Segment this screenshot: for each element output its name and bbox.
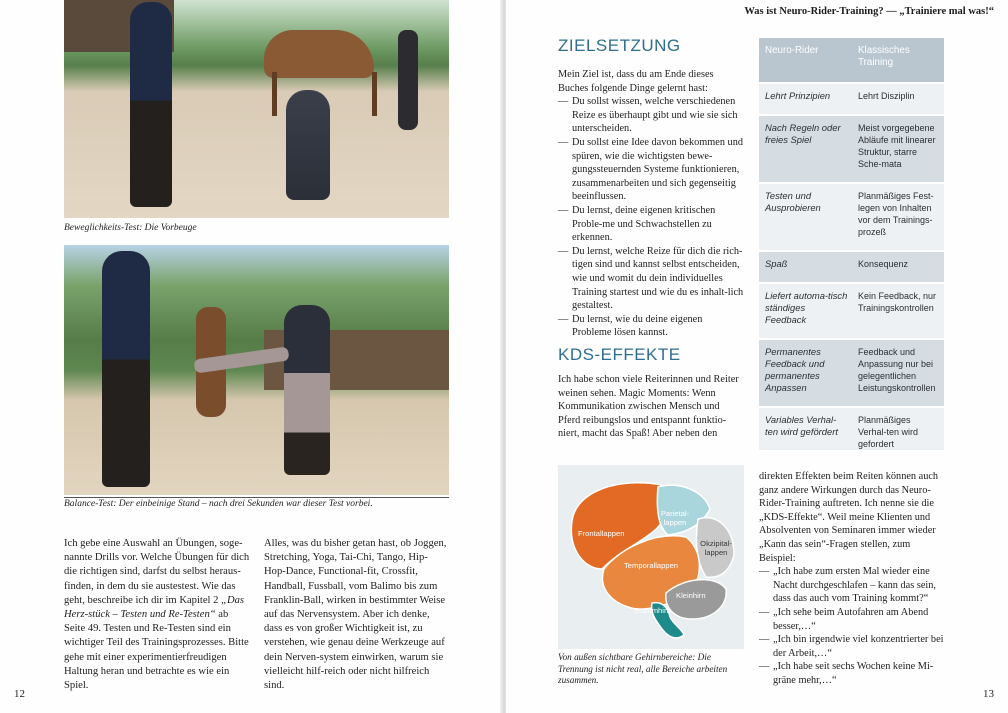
quote-item: — „Ich bin irgendwie viel konzentrierter bei der Arbeit,…“ (759, 633, 944, 660)
table-cell: Planmäßiges Fest-legen von Inhalten vor dem Trainings-prozeß (858, 191, 934, 237)
label-cerebellum: Kleinhirn (676, 591, 706, 600)
table-cell: Testen und Ausprobieren (765, 190, 821, 213)
horse (264, 30, 374, 78)
section-heading-zielsetzung: ZIELSETZUNG (558, 36, 681, 55)
table-row (759, 252, 944, 284)
header-classic: Klassisches Training (858, 45, 910, 68)
goal-list (558, 95, 744, 340)
trainer-man (130, 2, 172, 207)
label-temporal: Temporallappen (624, 561, 679, 570)
photo-balance-test (64, 245, 449, 495)
goal-item: — Du lernst, deine eigenen kritischen Proble-me und Schwachstellen zu erkennen. (558, 204, 744, 245)
table-row (759, 408, 944, 452)
comparison-table (759, 38, 944, 452)
section-heading-kds: KDS-EFFEKTE (558, 345, 681, 364)
trainer-man (102, 251, 150, 487)
label-brainstem: Stammhirn (634, 606, 671, 615)
zielsetzung-intro: Mein Ziel ist, dass du am Ende dieses Buches folgende Dinge gelernt hast: (558, 69, 714, 94)
table-cell: Feedback und Anpassung nur bei gelegentlichen Leistungskontrollen (858, 347, 936, 393)
table-row (759, 116, 944, 184)
rider-balancing (284, 305, 330, 475)
table-cell: Spaß (765, 258, 788, 269)
brain-caption: Von außen sichtbare Gehirnbereiche: Die Trennung ist nicht real, alle Bereiche arbeiten zusammen. (558, 652, 728, 685)
table-row (759, 284, 944, 340)
goal-item: — Du sollst wissen, welche verschiedenen Reize es überhaupt gibt und wie sie sich unterscheiden. (558, 95, 744, 136)
kds-text: Ich habe schon viele Reiterinnen und Reiter weinen sehen. Magic Moments: Wenn Kommunikation zwischen Mensch und Pferd reibungslos und entspannt funktio-niert, macht das Spaß! Aber neben den (558, 374, 739, 440)
goal-item: — Du lernst, wie du deine eigenen Probleme lösen kannst. (558, 313, 744, 340)
paragraph: Alles, was du bisher getan hast, ob Joggen, Stretching, Yoga, Tai-Chi, Tango, Hip-Hop-Dance, Functional-fit, Crossfit, Handball, Fussball, vom Balimo bis zum Franklin-Ball, wirken in bestimmter Weise auf das Nervensystem. Aber ich denke, dass es von großer Wichtigkeit ist, zu verstehen, wie genau deine Werkzeuge auf dein Nerven-system einwirken, warum sie vielleicht hilf-reich oder nicht hilfreich sind. (264, 538, 447, 692)
photo-flexibility-test (64, 0, 449, 218)
left-page (0, 0, 502, 713)
photo-caption-flexibility: Beweglichkeits-Test: Die Vorbeuge (64, 223, 197, 233)
table-cell: Permanentes Feedback und permanentes Anpassen (765, 346, 825, 393)
quote-item: — „Ich habe seit sechs Wochen keine Mi-gräne mehr,…“ (759, 660, 944, 687)
table-cell: Kein Feedback, nur Trainingskontrollen (858, 291, 937, 313)
chapter-reference: „Das Herz-stück – Testen und Re-Testen“ (64, 594, 245, 621)
quote-item: — „Ich sehe beim Autofahren am Abend besser,…“ (759, 606, 944, 633)
label-frontal: Frontallappen (578, 529, 625, 538)
table-row (759, 340, 944, 408)
zielsetzung-text (558, 68, 744, 340)
quote-list (759, 565, 944, 687)
caption-rule (64, 497, 449, 498)
table-cell: Lehrt Prinzipien (765, 90, 831, 101)
table-cell: Variables Verhal-ten wird gefördert (765, 414, 838, 437)
brain-diagram (558, 465, 744, 649)
table-cell: Meist vorgegebene Abläufe mit linearer Struktur, starre Sche-mata (858, 123, 936, 169)
table-cell: Konsequenz (858, 259, 909, 269)
table-row (759, 84, 944, 116)
quote-item: — „Ich habe zum ersten Mal wieder eine Nacht durchgeschlafen – kann das sein, dass das auch vom Training kommt?“ (759, 565, 944, 606)
label-parietal: Parietal-lappen (660, 509, 690, 527)
page-number-right: 13 (983, 688, 994, 700)
table-cell: Lehrt Disziplin (858, 91, 915, 101)
page-number-left: 12 (14, 688, 25, 700)
table-cell: Nach Regeln oder freies Spiel (765, 122, 841, 145)
header-neuro-rider: Neuro-Rider (765, 45, 819, 56)
kds-continued-paragraph: direkten Effekten beim Reiten können auch ganz andere Wirkungen durch das Neuro-Rider-Training auftreten. Ich nenne sie die „KDS-Effekte“. Weil meine Klienten und Absolventen von Seminaren immer wieder „Kann das sein“-Fragen stellen, zum Beispiel: (759, 471, 939, 564)
photo-caption-balance: Balance-Test: Der einbeinige Stand – nach drei Sekunden war dieser Test vorbei. (64, 499, 373, 509)
table-cell: Liefert automa-tisch ständiges Feedback (765, 290, 848, 325)
rider-bending (286, 90, 330, 200)
table-header (759, 38, 944, 84)
woman-background (398, 30, 418, 130)
running-head: Was ist Neuro-Rider-Training? — „Trainiere mal was!“ (744, 6, 994, 17)
body-column-2 (264, 537, 449, 693)
body-column-1 (64, 537, 252, 693)
kds-continued (759, 470, 944, 688)
paragraph: Ich gebe eine Auswahl an Übungen, soge-nannte Drills vor. Welche Übungen für dich die richtigen sind, darfst du selbst heraus-finden, in dem du sie austestest. Wie das geht, beschreibe ich dir im Kapitel 2 „Das Herz-stück – Testen und Re-Testen“ ab Seite 49. Testen und Re-Testen sind ein wichtiger Teil des Trainingsprozesses. Bitte gehe mit einer experimentierfreudigen Haltung heran und betrachte es wie ein Spiel. (64, 538, 250, 692)
label-occipital: Okzipital-lappen (700, 539, 732, 557)
brain-illustration (558, 465, 744, 649)
table-row (759, 184, 944, 252)
goal-item: — Du lernst, welche Reize für dich die rich-tigen sind und kannst selbst entscheiden, wie und womit du dein individuelles Training startest und wie du es inhalt-lich gestaltest. (558, 245, 744, 313)
goal-item: — Du sollst eine Idee davon bekommen und spüren, wie die wichtigsten bewe-gungssteuernden Systeme funktionieren, zusammenarbeiten und sich gegenseitig beeinflussen. (558, 136, 744, 204)
table-cell: Planmäßiges Verhal-ten wird gefordert (858, 415, 919, 449)
